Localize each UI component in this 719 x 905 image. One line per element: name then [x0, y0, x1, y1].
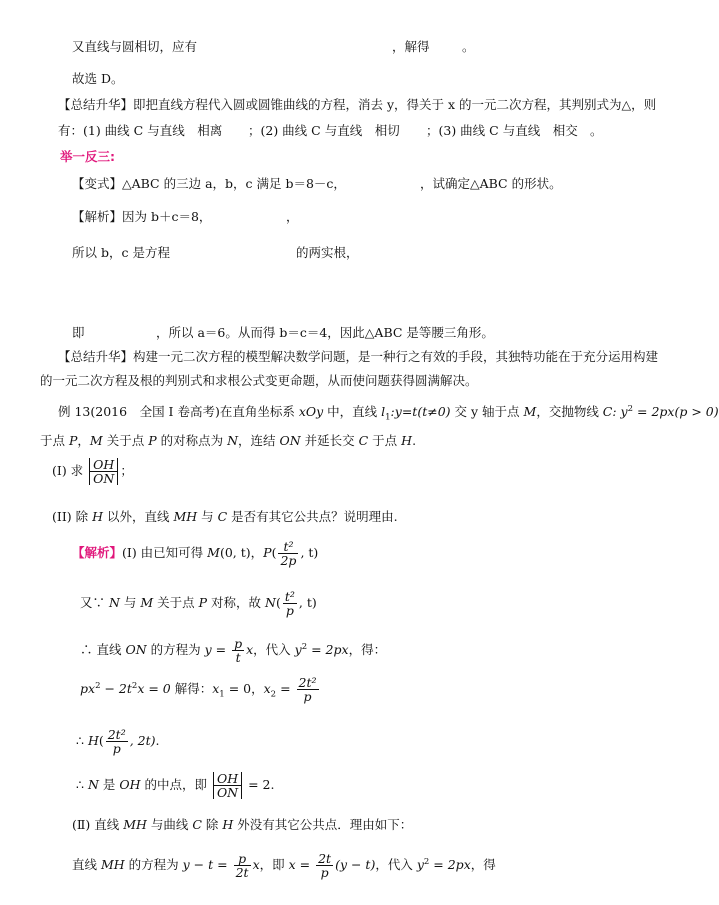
text: M: [523, 404, 537, 419]
text: ，试确定△ABC 的形状。: [420, 176, 562, 191]
text: ∴: [76, 733, 88, 749]
text: = 2px: [429, 857, 471, 873]
section-heading: 举一反三:: [60, 149, 115, 164]
text: H: [92, 509, 103, 524]
numerator: p: [234, 636, 243, 651]
text: 。: [590, 123, 603, 138]
text: y − t: [182, 857, 214, 873]
text-line: [420, 177, 562, 191]
fraction: [297, 676, 319, 703]
denominator: p: [112, 741, 121, 757]
numerator: 2t²: [298, 675, 317, 690]
text: , t): [298, 595, 317, 611]
text: 与: [119, 595, 141, 611]
text: x: [252, 857, 260, 873]
text: , t): [300, 545, 319, 561]
text: (II) 除: [52, 509, 93, 524]
text: 是: [98, 777, 120, 793]
text: 又∵: [80, 595, 109, 611]
text: y: [294, 642, 302, 658]
text: MH: [100, 857, 125, 873]
text: P: [148, 433, 157, 448]
text: (: [98, 733, 104, 749]
text: ∴ 直线: [80, 642, 126, 658]
ratio-fraction: [89, 458, 118, 485]
text: 关于点: [102, 433, 149, 448]
text: M: [207, 545, 220, 561]
text: ，代入: [253, 642, 295, 658]
text: =: [211, 642, 231, 658]
text: 的方程为: [146, 642, 205, 658]
text: 直线: [72, 857, 101, 873]
text: 1: [219, 689, 225, 700]
solution-line: [80, 590, 317, 617]
text: H: [87, 733, 99, 749]
text: = 2px(p > 0): [633, 404, 719, 419]
solution-line: [80, 637, 386, 664]
text: x: [246, 642, 254, 658]
text-line: [286, 210, 299, 224]
ratio-fraction: [213, 772, 242, 799]
text: ，解得: [392, 39, 430, 54]
text: 与: [197, 509, 218, 524]
text: 所以 b，c 是方程: [72, 245, 170, 260]
text-line: [248, 124, 400, 138]
denominator: 2t: [235, 865, 249, 881]
text: ，: [250, 545, 264, 561]
text: , 2t): [129, 733, 156, 749]
text-line: [72, 40, 197, 54]
text: .: [270, 777, 275, 793]
text: ，所以 a＝6。从而得 b＝c＝4，因此△ABC 是等腰三角形。: [156, 325, 494, 340]
text: 与曲线: [146, 817, 193, 832]
text: ；(2) 曲线 C 与直线 相切: [248, 123, 400, 138]
denominator: p: [303, 689, 312, 705]
text: .: [412, 433, 417, 448]
example-heading: [58, 403, 719, 423]
text: C: [217, 509, 228, 524]
text: x: [212, 681, 220, 697]
text: y: [204, 642, 212, 658]
text: 2: [627, 403, 634, 414]
text: 的方程为: [124, 857, 183, 873]
text: ，得：: [348, 642, 387, 658]
text: 以外，直线: [102, 509, 174, 524]
text: 2: [423, 856, 430, 867]
text: (0, t): [219, 545, 251, 561]
text-line: [462, 40, 475, 54]
text: C: [602, 404, 613, 419]
text: N: [108, 595, 120, 611]
text-line: [40, 434, 416, 448]
text: x: [288, 857, 296, 873]
text: − 2t: [100, 681, 132, 697]
text: 例 13(2016 全国 I 卷高考)在直角坐标系: [58, 404, 299, 419]
text: .: [155, 733, 160, 749]
text: 关于点: [153, 595, 199, 611]
numerator: 2t: [318, 851, 332, 866]
text: =: [295, 857, 315, 873]
text-line: 故选 D。: [72, 71, 124, 86]
text: 的中点，即: [140, 777, 211, 793]
text: 中，直线: [323, 404, 382, 419]
text: 交 y 轴于点: [450, 404, 524, 419]
text: 【解析】因为 b＋c＝8，: [72, 209, 212, 224]
solution-line: [72, 818, 412, 832]
text: 又直线与圆相切，应有: [72, 39, 198, 54]
text: 的对称点为: [156, 433, 228, 448]
text: x: [263, 681, 271, 697]
text-line: [156, 326, 494, 340]
fraction: [278, 540, 298, 567]
numerator: t²: [284, 589, 295, 604]
text: 外没有其它公共点．理由如下：: [233, 817, 413, 832]
text: MH: [173, 509, 198, 524]
text: OH: [119, 777, 141, 793]
solution-line: [76, 728, 160, 755]
text: : y: [612, 404, 628, 419]
text: (Ⅰ) 由已知可得: [122, 545, 208, 561]
text-line: [426, 124, 578, 138]
summary-paragraph: 【总结升华】构建一元二次方程的模型解决数学问题，是一种行之有效的手段，其独特功能在于充分运用构建: [58, 349, 659, 364]
text: 1: [385, 412, 391, 423]
text: P: [68, 433, 78, 448]
text: P: [263, 545, 272, 561]
text-line: 的一元二次方程及根的判别式和求根公式变更命题，从而使问题获得圆满解决。: [40, 373, 478, 388]
text: M: [89, 433, 103, 448]
denominator: t: [235, 650, 241, 666]
text: 2: [131, 680, 138, 691]
question-1: [52, 458, 133, 485]
text: 是否有其它公共点？说明理由.: [227, 509, 398, 524]
fraction: [316, 852, 333, 879]
question-2: [52, 510, 398, 524]
text-line: [296, 246, 359, 260]
text: x = 0: [137, 681, 171, 697]
solution-line: [72, 852, 496, 879]
text: 2: [270, 689, 277, 700]
text: 2: [301, 641, 308, 652]
text: 即: [72, 325, 85, 340]
denominator: p: [320, 865, 329, 881]
text: N: [227, 433, 238, 448]
text: (: [271, 545, 277, 561]
text: 于点: [40, 433, 69, 448]
text: 并延长交: [300, 433, 359, 448]
text: xOy: [298, 404, 324, 419]
text: = 0: [224, 681, 252, 697]
text: 【变式】△ABC 的三边 a，b，c 满足 b＝8－c，: [72, 176, 346, 191]
text-line: [72, 210, 211, 224]
text: ∴: [76, 777, 88, 793]
text: =: [213, 857, 232, 873]
numerator: t²: [278, 540, 298, 554]
text: (I) 求: [52, 463, 84, 479]
text-line: [72, 326, 85, 340]
fraction: [232, 637, 244, 664]
text: 的两实根，: [296, 245, 359, 260]
text-line: [58, 124, 222, 138]
text-line: [72, 246, 170, 260]
text: =: [276, 681, 295, 697]
text: ON: [125, 642, 147, 658]
text: ，得: [470, 857, 496, 873]
text-line: [72, 177, 346, 191]
text: ON: [279, 433, 301, 448]
fraction: [234, 852, 251, 879]
text: ，交抛物线: [536, 404, 603, 419]
text: ，代入: [375, 857, 417, 873]
text: C: [358, 433, 369, 448]
denominator: ON: [89, 472, 118, 485]
text: ；: [120, 463, 133, 479]
text: 解得：: [170, 681, 213, 697]
text: (y − t): [335, 857, 376, 873]
text: = 2px: [307, 642, 349, 658]
text: N: [265, 595, 276, 611]
numerator: OH: [89, 458, 118, 472]
text: (: [275, 595, 281, 611]
text: H: [222, 817, 234, 832]
text-line: [392, 40, 430, 54]
text: (Ⅱ) 直线: [72, 817, 124, 832]
text: 。: [462, 39, 475, 54]
solution-line: [72, 540, 318, 567]
text: ；(3) 曲线 C 与直线 相交: [426, 123, 578, 138]
fraction: [106, 728, 128, 755]
text: ，: [251, 681, 264, 697]
text: ，: [286, 209, 299, 224]
fraction: [283, 590, 297, 617]
text: M: [140, 595, 154, 611]
text: 有：(1) 曲线 C 与直线 相离: [58, 123, 223, 138]
text: l: [381, 404, 386, 419]
denominator: 2p: [280, 553, 297, 569]
text-line: [590, 124, 603, 138]
text: px: [80, 681, 96, 697]
text: MH: [123, 817, 147, 832]
denominator: ON: [213, 786, 242, 799]
denominator: p: [285, 603, 294, 619]
text: ，: [77, 433, 90, 448]
text: N: [87, 777, 99, 793]
numerator: OH: [213, 772, 242, 786]
text: 除: [201, 817, 223, 832]
text: :y=t(t≠0): [390, 404, 451, 419]
summary-paragraph: 【总结升华】即把直线方程代入圆或圆锥曲线的方程，消去 y，得关于 x 的一元二次方程，其判别式为△，则: [58, 97, 657, 112]
text: 于点: [368, 433, 402, 448]
text: P: [198, 595, 208, 611]
numerator: p: [234, 852, 251, 866]
text: 对称，故: [207, 595, 266, 611]
text: H: [401, 433, 413, 448]
text: 2: [95, 680, 101, 691]
text: = 2: [244, 777, 271, 793]
solution-line: [76, 772, 274, 799]
text: C: [192, 817, 202, 832]
text: y: [416, 857, 424, 873]
text: ，即: [259, 857, 289, 873]
text: ，连结: [238, 433, 280, 448]
solution-line: [80, 676, 321, 703]
numerator: 2t²: [107, 727, 126, 742]
solution-tag: 【解析】: [72, 545, 123, 561]
